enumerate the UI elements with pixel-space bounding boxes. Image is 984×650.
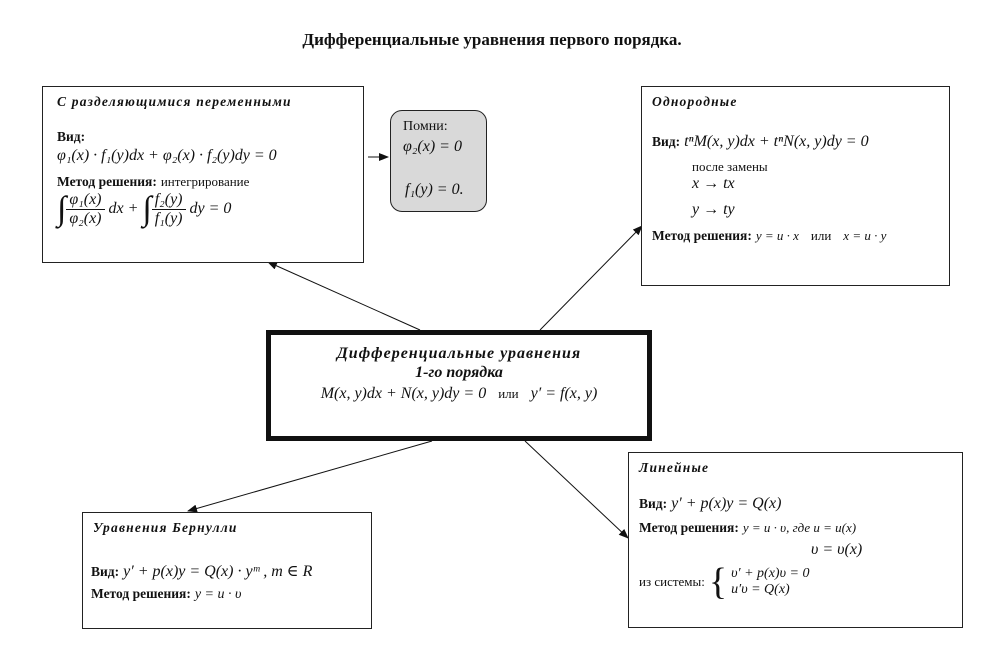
bernoulli-vid-label: Вид: xyxy=(91,564,120,579)
bernoulli-vid xyxy=(91,561,312,581)
center-or: или xyxy=(498,386,519,401)
homogeneous-method-b: x = u · y xyxy=(843,228,887,243)
separable-box xyxy=(42,86,364,263)
linear-method-b: υ = υ(x) xyxy=(811,541,863,558)
system-brace: { xyxy=(708,561,728,603)
int2-denominator: f₁(y) xyxy=(154,210,183,227)
homogeneous-sub2: y → ty xyxy=(692,201,735,218)
center-line2: 1-го порядка xyxy=(415,364,503,381)
separable-method xyxy=(57,173,249,191)
center-box xyxy=(266,330,652,441)
separable-equation: φ₁(x) · f₁(y)dx + φ₂(x) · f₂(y)dy = 0 xyxy=(57,147,277,164)
linear-sys1: υ′ + p(x)υ = 0 xyxy=(731,566,810,581)
homogeneous-sub1: x → tx xyxy=(692,175,735,192)
homogeneous-method xyxy=(652,227,886,245)
int1-tail: dx + xyxy=(108,200,139,218)
linear-title: Линейные xyxy=(639,460,710,475)
homogeneous-method-label: Метод решения: xyxy=(652,228,752,243)
bernoulli-box xyxy=(82,512,372,629)
separable-vid-label: Вид: xyxy=(57,129,86,144)
separable-title: С разделяющимися переменными xyxy=(57,94,292,109)
linear-system-equations xyxy=(731,566,809,598)
homogeneous-after: после замены xyxy=(692,159,768,174)
bernoulli-title: Уравнения Бернулли xyxy=(93,520,238,535)
homogeneous-vid-label: Вид: xyxy=(652,134,681,149)
linear-system-label: из системы: xyxy=(639,574,705,589)
bernoulli-method xyxy=(91,585,241,603)
bernoulli-equation: y′ + p(x)y = Q(x) · yᵐ , m ∈ R xyxy=(123,563,313,580)
int2-tail: dy = 0 xyxy=(189,200,232,218)
remember-box xyxy=(390,110,487,212)
linear-method-a: y = u · υ, где u = u(x) xyxy=(742,520,857,535)
separable-method-text: интегрирование xyxy=(160,174,250,189)
linear-method-label: Метод решения: xyxy=(639,520,739,535)
linear-method xyxy=(639,519,856,537)
bernoulli-method-text: y = u · υ xyxy=(194,587,242,602)
separable-method-label: Метод решения: xyxy=(57,174,157,189)
linear-vid-label: Вид: xyxy=(639,496,668,511)
homogeneous-vid xyxy=(652,133,869,151)
homogeneous-or: или xyxy=(810,228,832,243)
linear-system xyxy=(639,563,809,601)
homogeneous-box xyxy=(641,86,950,286)
arrow-to-bernoulli xyxy=(188,441,432,511)
int2-numerator: f₂(y) xyxy=(152,191,186,210)
integral-sign-2: ∫ xyxy=(142,190,152,228)
integral-2-fraction xyxy=(152,191,186,228)
linear-sys2: u′υ = Q(x) xyxy=(731,582,790,597)
arrow-to-homogeneous xyxy=(540,226,642,330)
page-title: Дифференциальные уравнения первого порядка. xyxy=(302,30,682,49)
int1-numerator: φ₁(x) xyxy=(66,191,104,210)
integral-sign-1: ∫ xyxy=(57,190,67,228)
center-eq-b: y′ = f(x, y) xyxy=(530,385,598,402)
linear-equation: y′ + p(x)y = Q(x) xyxy=(671,495,782,512)
homogeneous-equation: tⁿM(x, y)dx + tⁿN(x, y)dy = 0 xyxy=(684,133,869,150)
homogeneous-title: Однородные xyxy=(652,94,738,109)
arrow-to-separable xyxy=(268,262,420,330)
center-line1: Дифференциальные уравнения xyxy=(336,345,582,362)
integral-1-fraction xyxy=(66,191,104,228)
remember-eq2: f₁(y) = 0. xyxy=(405,181,464,198)
center-equations xyxy=(271,385,647,403)
remember-title: Помни: xyxy=(403,119,448,134)
center-eq-a: M(x, y)dx + N(x, y)dy = 0 xyxy=(320,385,487,402)
bernoulli-method-label: Метод решения: xyxy=(91,586,191,601)
arrow-to-linear xyxy=(525,441,628,538)
remember-eq1: φ₂(x) = 0 xyxy=(403,138,462,155)
linear-box xyxy=(628,452,963,628)
int1-denominator: φ₂(x) xyxy=(69,210,102,227)
homogeneous-method-a: y = u · x xyxy=(755,228,799,243)
separable-integral xyxy=(57,191,231,228)
linear-vid xyxy=(639,495,781,513)
